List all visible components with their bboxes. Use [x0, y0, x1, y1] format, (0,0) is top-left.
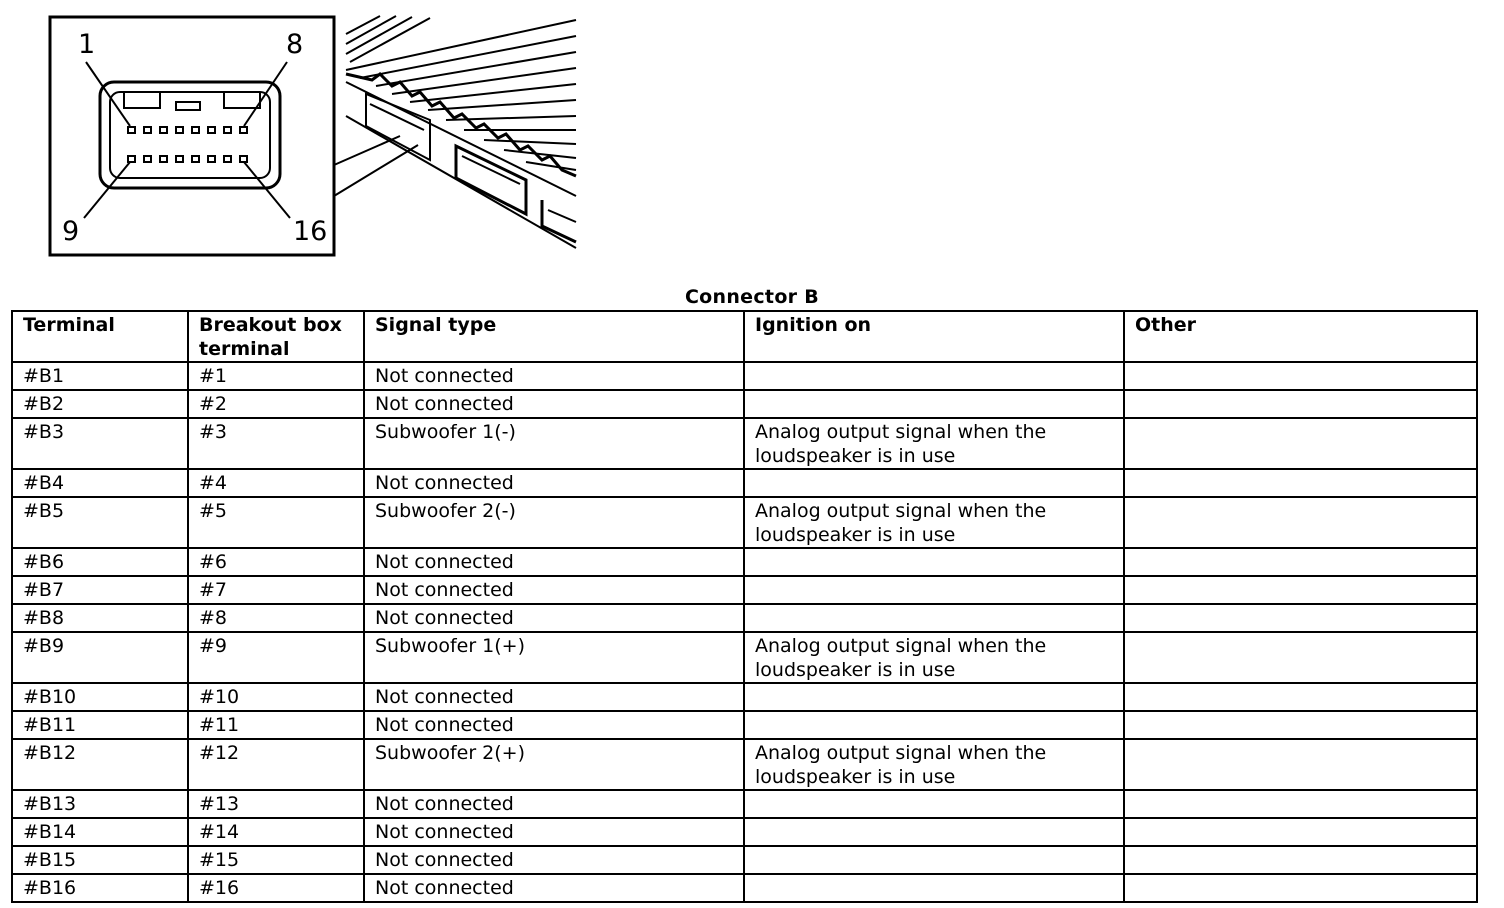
- cell-other: [1124, 632, 1477, 683]
- cell-other: [1124, 790, 1477, 818]
- cell-signal: Not connected: [364, 390, 744, 418]
- cell-signal: Not connected: [364, 874, 744, 902]
- cell-signal: Subwoofer 2(+): [364, 739, 744, 790]
- cell-ignition: [744, 390, 1124, 418]
- cell-ignition: [744, 818, 1124, 846]
- cell-terminal: #B16: [12, 874, 188, 902]
- cell-signal: Subwoofer 1(+): [364, 632, 744, 683]
- cell-terminal: #B1: [12, 362, 188, 390]
- cell-breakout: #11: [188, 711, 364, 739]
- cell-ignition: [744, 362, 1124, 390]
- cell-other: [1124, 818, 1477, 846]
- cell-terminal: #B3: [12, 418, 188, 469]
- cell-signal: Subwoofer 1(-): [364, 418, 744, 469]
- cell-terminal: #B2: [12, 390, 188, 418]
- cell-ignition: [744, 846, 1124, 874]
- cell-terminal: #B4: [12, 469, 188, 497]
- pin-label-9: 9: [62, 216, 80, 247]
- cell-signal: Subwoofer 2(-): [364, 497, 744, 548]
- cell-signal: Not connected: [364, 790, 744, 818]
- cell-ignition: [744, 874, 1124, 902]
- cell-other: [1124, 469, 1477, 497]
- cell-ignition: [744, 548, 1124, 576]
- cell-breakout: #4: [188, 469, 364, 497]
- table-row: [12, 790, 1477, 818]
- cell-breakout: #3: [188, 418, 364, 469]
- cell-breakout: #6: [188, 548, 364, 576]
- pin-label-1: 1: [78, 29, 96, 60]
- connector-b-table: [11, 310, 1478, 903]
- cell-other: [1124, 576, 1477, 604]
- cell-ignition: Analog output signal when the loudspeaker is in use: [744, 632, 1124, 683]
- table-row: [12, 576, 1477, 604]
- table-row: [12, 739, 1477, 790]
- cell-ignition: [744, 576, 1124, 604]
- header-breakout-box-terminal: Breakout box terminal: [188, 311, 364, 362]
- connector-diagram: [0, 0, 600, 270]
- cell-terminal: #B15: [12, 846, 188, 874]
- cell-signal: Not connected: [364, 469, 744, 497]
- table-row: [12, 497, 1477, 548]
- table-row: [12, 711, 1477, 739]
- header-other: Other: [1124, 311, 1477, 362]
- cell-breakout: #2: [188, 390, 364, 418]
- cell-breakout: #10: [188, 683, 364, 711]
- cell-terminal: #B10: [12, 683, 188, 711]
- header-terminal: Terminal: [12, 311, 188, 362]
- cell-terminal: #B12: [12, 739, 188, 790]
- pin-label-16: 16: [293, 216, 328, 247]
- cell-breakout: #7: [188, 576, 364, 604]
- amplifier-module: [346, 16, 576, 248]
- cell-breakout: #9: [188, 632, 364, 683]
- cell-other: [1124, 846, 1477, 874]
- table-row: [12, 818, 1477, 846]
- table-row: [12, 846, 1477, 874]
- cell-other: [1124, 362, 1477, 390]
- table-row: [12, 604, 1477, 632]
- table-row: [12, 874, 1477, 902]
- table-row: [12, 362, 1477, 390]
- table-row: [12, 683, 1477, 711]
- cell-signal: Not connected: [364, 362, 744, 390]
- table-body: [12, 362, 1477, 902]
- cell-ignition: Analog output signal when the loudspeaker is in use: [744, 497, 1124, 548]
- cell-ignition: [744, 469, 1124, 497]
- cell-breakout: #15: [188, 846, 364, 874]
- connector-inset: [50, 17, 418, 255]
- cell-ignition: [744, 604, 1124, 632]
- cell-terminal: #B5: [12, 497, 188, 548]
- cell-other: [1124, 548, 1477, 576]
- cell-terminal: #B9: [12, 632, 188, 683]
- cell-breakout: #1: [188, 362, 364, 390]
- cell-breakout: #13: [188, 790, 364, 818]
- cell-signal: Not connected: [364, 818, 744, 846]
- cell-terminal: #B14: [12, 818, 188, 846]
- cell-terminal: #B7: [12, 576, 188, 604]
- cell-other: [1124, 390, 1477, 418]
- cell-breakout: #12: [188, 739, 364, 790]
- cell-terminal: #B11: [12, 711, 188, 739]
- cell-ignition: [744, 790, 1124, 818]
- cell-signal: Not connected: [364, 576, 744, 604]
- cell-other: [1124, 874, 1477, 902]
- cell-other: [1124, 604, 1477, 632]
- cell-breakout: #14: [188, 818, 364, 846]
- cell-other: [1124, 418, 1477, 469]
- table-row: [12, 390, 1477, 418]
- cell-other: [1124, 711, 1477, 739]
- cell-signal: Not connected: [364, 846, 744, 874]
- header-signal-type: Signal type: [364, 311, 744, 362]
- cell-breakout: #16: [188, 874, 364, 902]
- pin-label-8: 8: [286, 29, 304, 60]
- cell-ignition: [744, 711, 1124, 739]
- table-row: [12, 418, 1477, 469]
- cell-signal: Not connected: [364, 548, 744, 576]
- cell-breakout: #8: [188, 604, 364, 632]
- pin-row-bottom: [128, 156, 247, 162]
- cell-breakout: #5: [188, 497, 364, 548]
- table-row: [12, 632, 1477, 683]
- cell-terminal: #B8: [12, 604, 188, 632]
- table-header-row: [12, 311, 1477, 362]
- cell-ignition: [744, 683, 1124, 711]
- cell-other: [1124, 683, 1477, 711]
- cell-signal: Not connected: [364, 604, 744, 632]
- table-row: [12, 548, 1477, 576]
- header-ignition-on: Ignition on: [744, 311, 1124, 362]
- table-row: [12, 469, 1477, 497]
- cell-signal: Not connected: [364, 683, 744, 711]
- cell-other: [1124, 497, 1477, 548]
- cell-signal: Not connected: [364, 711, 744, 739]
- pin-row-top: [128, 127, 247, 133]
- table-caption: Connector B: [684, 286, 820, 308]
- cell-ignition: Analog output signal when the loudspeaker is in use: [744, 418, 1124, 469]
- cell-terminal: #B6: [12, 548, 188, 576]
- cell-terminal: #B13: [12, 790, 188, 818]
- cell-other: [1124, 739, 1477, 790]
- cell-ignition: Analog output signal when the loudspeaker is in use: [744, 739, 1124, 790]
